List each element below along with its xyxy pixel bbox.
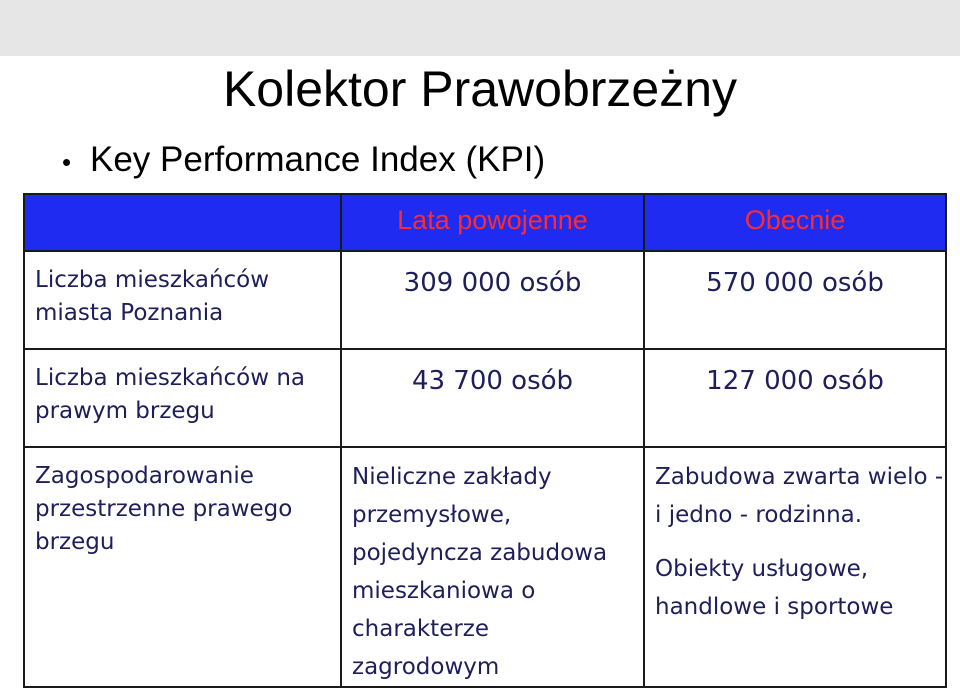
row-label-cell — [24, 349, 341, 447]
table-row — [24, 251, 946, 349]
value-cell — [341, 349, 644, 447]
value-paragraph: Nieliczne zakłady przemysłowe, pojedyncza zabudowa mieszkaniowa o charakterze zagrodowym — [352, 464, 608, 680]
value-cell — [341, 447, 644, 687]
row-label: Liczba mieszkańców miasta Poznania — [35, 267, 270, 326]
slide-top-bar — [0, 0, 960, 56]
row-label-cell — [24, 251, 341, 349]
value-cell — [644, 447, 946, 687]
value: 570 000 osób — [706, 268, 884, 298]
value: 309 000 osób — [403, 268, 582, 298]
header-cell-empty — [24, 194, 341, 251]
table-row — [24, 349, 946, 447]
value: 127 000 osób — [706, 366, 884, 396]
table-row — [24, 447, 946, 687]
table-header-row — [24, 194, 946, 251]
row-label: Zagospodarowanie przestrzenne prawego brzegu — [35, 463, 293, 555]
value: 43 700 osób — [411, 366, 574, 396]
value-cell — [644, 251, 946, 349]
row-label: Liczba mieszkańców na prawym brzegu — [35, 365, 306, 424]
bullet-point — [62, 138, 545, 184]
bullet-text: Key Performance Index (KPI) — [90, 140, 546, 179]
value-paragraph: Obiekty usługowe, handlowe i sportowe — [655, 556, 894, 620]
value-cell — [341, 251, 644, 349]
kpi-table — [23, 193, 947, 688]
header-cell-lata-powojenne — [341, 194, 644, 251]
header-cell-obecnie — [644, 194, 946, 251]
header-label: Lata powojenne — [397, 205, 588, 235]
bullet-dot-icon: • — [62, 146, 72, 177]
value-cell — [644, 349, 946, 447]
slide-title: Kolektor Prawobrzeżny — [222, 61, 738, 117]
header-label: Obecnie — [744, 205, 846, 235]
row-label-cell — [24, 447, 341, 687]
value-paragraph: Zabudowa zwarta wielo - i jedno - rodzinna. — [655, 464, 944, 528]
